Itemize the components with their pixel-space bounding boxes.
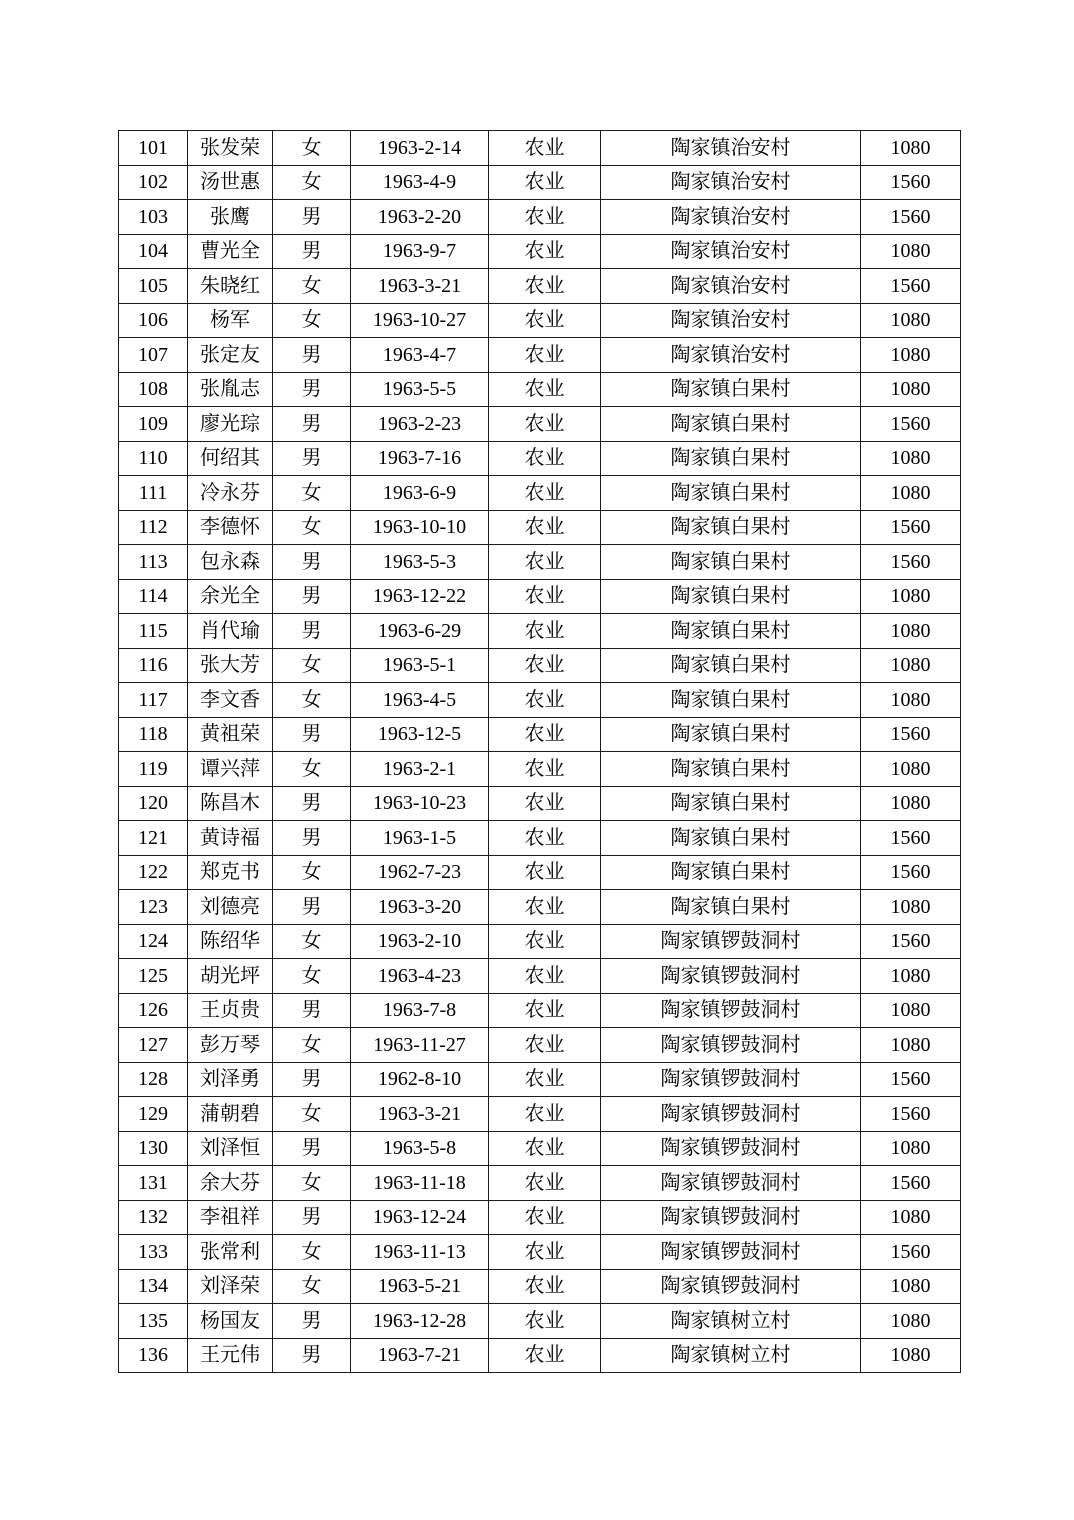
cell-index: 134 [119, 1269, 188, 1304]
cell-name: 汤世惠 [188, 165, 273, 200]
cell-amount: 1080 [861, 786, 961, 821]
cell-village: 陶家镇白果村 [601, 683, 861, 718]
cell-gender: 男 [273, 234, 351, 269]
cell-gender: 男 [273, 1200, 351, 1235]
table-row [119, 1338, 961, 1373]
cell-occupation: 农业 [489, 752, 601, 787]
cell-index: 123 [119, 890, 188, 925]
cell-gender: 女 [273, 131, 351, 166]
table-row [119, 786, 961, 821]
cell-index: 121 [119, 821, 188, 856]
cell-index: 117 [119, 683, 188, 718]
cell-name: 张大芳 [188, 648, 273, 683]
cell-gender: 女 [273, 303, 351, 338]
beneficiary-table [118, 130, 961, 1373]
cell-village: 陶家镇白果村 [601, 821, 861, 856]
cell-occupation: 农业 [489, 200, 601, 235]
cell-amount: 1560 [861, 407, 961, 442]
table-row [119, 1097, 961, 1132]
cell-village: 陶家镇锣鼓洞村 [601, 1028, 861, 1063]
cell-occupation: 农业 [489, 1269, 601, 1304]
cell-birth_date: 1963-5-3 [351, 545, 489, 580]
cell-occupation: 农业 [489, 1235, 601, 1270]
cell-amount: 1560 [861, 717, 961, 752]
cell-name: 张定友 [188, 338, 273, 373]
cell-gender: 男 [273, 1338, 351, 1373]
cell-village: 陶家镇锣鼓洞村 [601, 1235, 861, 1270]
cell-occupation: 农业 [489, 648, 601, 683]
cell-name: 张鹰 [188, 200, 273, 235]
cell-name: 曹光全 [188, 234, 273, 269]
cell-index: 103 [119, 200, 188, 235]
cell-name: 张胤志 [188, 372, 273, 407]
cell-occupation: 农业 [489, 579, 601, 614]
cell-index: 112 [119, 510, 188, 545]
cell-birth_date: 1963-12-28 [351, 1304, 489, 1339]
cell-gender: 女 [273, 683, 351, 718]
cell-birth_date: 1963-2-10 [351, 924, 489, 959]
table-row [119, 545, 961, 580]
cell-occupation: 农业 [489, 683, 601, 718]
table-row [119, 1062, 961, 1097]
cell-name: 蒲朝碧 [188, 1097, 273, 1132]
cell-occupation: 农业 [489, 1131, 601, 1166]
cell-name: 王元伟 [188, 1338, 273, 1373]
cell-occupation: 农业 [489, 269, 601, 304]
cell-village: 陶家镇树立村 [601, 1304, 861, 1339]
cell-amount: 1080 [861, 476, 961, 511]
cell-index: 131 [119, 1166, 188, 1201]
cell-village: 陶家镇白果村 [601, 510, 861, 545]
cell-village: 陶家镇锣鼓洞村 [601, 924, 861, 959]
cell-occupation: 农业 [489, 131, 601, 166]
cell-index: 122 [119, 855, 188, 890]
cell-gender: 女 [273, 165, 351, 200]
table-row [119, 821, 961, 856]
cell-name: 刘泽勇 [188, 1062, 273, 1097]
cell-name: 何绍其 [188, 441, 273, 476]
cell-occupation: 农业 [489, 1338, 601, 1373]
cell-amount: 1080 [861, 372, 961, 407]
table-row [119, 993, 961, 1028]
table-row [119, 131, 961, 166]
cell-birth_date: 1963-12-24 [351, 1200, 489, 1235]
cell-index: 104 [119, 234, 188, 269]
cell-name: 朱晓红 [188, 269, 273, 304]
cell-village: 陶家镇白果村 [601, 752, 861, 787]
cell-index: 119 [119, 752, 188, 787]
cell-gender: 男 [273, 821, 351, 856]
cell-amount: 1080 [861, 579, 961, 614]
cell-amount: 1080 [861, 1338, 961, 1373]
cell-name: 郑克书 [188, 855, 273, 890]
cell-name: 陈绍华 [188, 924, 273, 959]
cell-occupation: 农业 [489, 1166, 601, 1201]
cell-occupation: 农业 [489, 717, 601, 752]
cell-gender: 男 [273, 993, 351, 1028]
cell-birth_date: 1963-9-7 [351, 234, 489, 269]
table-row [119, 717, 961, 752]
cell-village: 陶家镇锣鼓洞村 [601, 959, 861, 994]
cell-gender: 女 [273, 1269, 351, 1304]
cell-gender: 男 [273, 545, 351, 580]
cell-index: 109 [119, 407, 188, 442]
table-row [119, 1028, 961, 1063]
cell-index: 102 [119, 165, 188, 200]
cell-amount: 1560 [861, 200, 961, 235]
cell-gender: 男 [273, 786, 351, 821]
cell-index: 110 [119, 441, 188, 476]
cell-birth_date: 1963-5-21 [351, 1269, 489, 1304]
cell-birth_date: 1963-11-27 [351, 1028, 489, 1063]
cell-occupation: 农业 [489, 821, 601, 856]
table-row [119, 1304, 961, 1339]
cell-occupation: 农业 [489, 993, 601, 1028]
cell-amount: 1080 [861, 1131, 961, 1166]
cell-birth_date: 1963-11-13 [351, 1235, 489, 1270]
cell-occupation: 农业 [489, 786, 601, 821]
table-row [119, 234, 961, 269]
table-row [119, 855, 961, 890]
cell-index: 127 [119, 1028, 188, 1063]
cell-birth_date: 1963-4-9 [351, 165, 489, 200]
cell-amount: 1560 [861, 1235, 961, 1270]
cell-occupation: 农业 [489, 1097, 601, 1132]
cell-gender: 女 [273, 476, 351, 511]
cell-gender: 男 [273, 614, 351, 649]
cell-gender: 男 [273, 441, 351, 476]
cell-amount: 1080 [861, 131, 961, 166]
cell-occupation: 农业 [489, 1028, 601, 1063]
table-row [119, 269, 961, 304]
cell-birth_date: 1963-5-5 [351, 372, 489, 407]
cell-amount: 1080 [861, 890, 961, 925]
cell-village: 陶家镇锣鼓洞村 [601, 1097, 861, 1132]
table-row [119, 338, 961, 373]
cell-index: 118 [119, 717, 188, 752]
cell-amount: 1080 [861, 648, 961, 683]
cell-index: 108 [119, 372, 188, 407]
cell-amount: 1560 [861, 1166, 961, 1201]
cell-amount: 1560 [861, 855, 961, 890]
cell-amount: 1560 [861, 1097, 961, 1132]
cell-name: 刘泽恒 [188, 1131, 273, 1166]
cell-name: 李文香 [188, 683, 273, 718]
cell-gender: 女 [273, 959, 351, 994]
cell-birth_date: 1963-7-8 [351, 993, 489, 1028]
cell-occupation: 农业 [489, 441, 601, 476]
cell-occupation: 农业 [489, 545, 601, 580]
cell-village: 陶家镇白果村 [601, 407, 861, 442]
cell-birth_date: 1963-5-1 [351, 648, 489, 683]
cell-birth_date: 1963-12-5 [351, 717, 489, 752]
cell-amount: 1560 [861, 545, 961, 580]
cell-amount: 1080 [861, 234, 961, 269]
cell-birth_date: 1963-1-5 [351, 821, 489, 856]
cell-amount: 1080 [861, 614, 961, 649]
cell-birth_date: 1963-12-22 [351, 579, 489, 614]
cell-occupation: 农业 [489, 165, 601, 200]
cell-village: 陶家镇治安村 [601, 200, 861, 235]
cell-name: 廖光琮 [188, 407, 273, 442]
cell-amount: 1080 [861, 683, 961, 718]
cell-index: 125 [119, 959, 188, 994]
cell-birth_date: 1963-10-27 [351, 303, 489, 338]
cell-index: 105 [119, 269, 188, 304]
cell-gender: 男 [273, 717, 351, 752]
cell-occupation: 农业 [489, 855, 601, 890]
cell-name: 杨国友 [188, 1304, 273, 1339]
cell-birth_date: 1963-2-20 [351, 200, 489, 235]
cell-amount: 1560 [861, 821, 961, 856]
table-row [119, 648, 961, 683]
cell-gender: 男 [273, 890, 351, 925]
table-row [119, 1235, 961, 1270]
cell-village: 陶家镇白果村 [601, 648, 861, 683]
cell-birth_date: 1963-4-23 [351, 959, 489, 994]
cell-index: 126 [119, 993, 188, 1028]
cell-index: 107 [119, 338, 188, 373]
cell-village: 陶家镇锣鼓洞村 [601, 993, 861, 1028]
table-row [119, 683, 961, 718]
table-row [119, 1200, 961, 1235]
cell-name: 冷永芬 [188, 476, 273, 511]
cell-index: 130 [119, 1131, 188, 1166]
table-row [119, 579, 961, 614]
cell-occupation: 农业 [489, 1304, 601, 1339]
cell-village: 陶家镇白果村 [601, 476, 861, 511]
cell-amount: 1560 [861, 165, 961, 200]
cell-amount: 1080 [861, 959, 961, 994]
cell-gender: 男 [273, 1304, 351, 1339]
cell-index: 111 [119, 476, 188, 511]
cell-occupation: 农业 [489, 372, 601, 407]
cell-occupation: 农业 [489, 890, 601, 925]
cell-name: 李祖祥 [188, 1200, 273, 1235]
cell-occupation: 农业 [489, 1200, 601, 1235]
cell-index: 116 [119, 648, 188, 683]
table-row [119, 165, 961, 200]
cell-amount: 1080 [861, 1269, 961, 1304]
cell-amount: 1080 [861, 752, 961, 787]
cell-village: 陶家镇白果村 [601, 717, 861, 752]
cell-name: 王贞贵 [188, 993, 273, 1028]
cell-name: 肖代瑜 [188, 614, 273, 649]
cell-index: 120 [119, 786, 188, 821]
table-row [119, 890, 961, 925]
cell-gender: 男 [273, 338, 351, 373]
cell-gender: 女 [273, 752, 351, 787]
cell-amount: 1080 [861, 1200, 961, 1235]
cell-name: 胡光坪 [188, 959, 273, 994]
table-row [119, 959, 961, 994]
cell-index: 106 [119, 303, 188, 338]
cell-gender: 男 [273, 1131, 351, 1166]
cell-village: 陶家镇白果村 [601, 441, 861, 476]
cell-occupation: 农业 [489, 614, 601, 649]
cell-village: 陶家镇治安村 [601, 269, 861, 304]
cell-birth_date: 1963-3-21 [351, 1097, 489, 1132]
cell-name: 张常利 [188, 1235, 273, 1270]
cell-village: 陶家镇治安村 [601, 338, 861, 373]
cell-occupation: 农业 [489, 1062, 601, 1097]
cell-index: 113 [119, 545, 188, 580]
cell-name: 黄诗福 [188, 821, 273, 856]
cell-amount: 1560 [861, 1062, 961, 1097]
cell-occupation: 农业 [489, 407, 601, 442]
cell-occupation: 农业 [489, 959, 601, 994]
cell-gender: 女 [273, 1028, 351, 1063]
table-row [119, 407, 961, 442]
cell-occupation: 农业 [489, 338, 601, 373]
cell-birth_date: 1963-2-14 [351, 131, 489, 166]
cell-index: 124 [119, 924, 188, 959]
cell-village: 陶家镇治安村 [601, 131, 861, 166]
table-row [119, 200, 961, 235]
table-row [119, 614, 961, 649]
cell-village: 陶家镇白果村 [601, 372, 861, 407]
cell-index: 101 [119, 131, 188, 166]
cell-index: 128 [119, 1062, 188, 1097]
cell-birth_date: 1963-4-7 [351, 338, 489, 373]
cell-village: 陶家镇白果村 [601, 579, 861, 614]
cell-village: 陶家镇治安村 [601, 234, 861, 269]
cell-birth_date: 1963-2-1 [351, 752, 489, 787]
cell-gender: 女 [273, 269, 351, 304]
cell-name: 谭兴萍 [188, 752, 273, 787]
cell-village: 陶家镇锣鼓洞村 [601, 1166, 861, 1201]
cell-birth_date: 1963-11-18 [351, 1166, 489, 1201]
cell-village: 陶家镇治安村 [601, 165, 861, 200]
cell-amount: 1080 [861, 993, 961, 1028]
cell-index: 133 [119, 1235, 188, 1270]
table-row [119, 303, 961, 338]
cell-birth_date: 1963-2-23 [351, 407, 489, 442]
cell-name: 包永森 [188, 545, 273, 580]
cell-village: 陶家镇锣鼓洞村 [601, 1200, 861, 1235]
cell-village: 陶家镇锣鼓洞村 [601, 1062, 861, 1097]
cell-birth_date: 1963-7-16 [351, 441, 489, 476]
cell-gender: 男 [273, 372, 351, 407]
cell-birth_date: 1963-10-10 [351, 510, 489, 545]
cell-name: 余大芬 [188, 1166, 273, 1201]
cell-name: 陈昌木 [188, 786, 273, 821]
table-row [119, 924, 961, 959]
table-row [119, 1166, 961, 1201]
cell-index: 132 [119, 1200, 188, 1235]
cell-name: 彭万琴 [188, 1028, 273, 1063]
cell-gender: 男 [273, 200, 351, 235]
table-row [119, 1131, 961, 1166]
cell-amount: 1560 [861, 510, 961, 545]
cell-village: 陶家镇白果村 [601, 786, 861, 821]
table-row [119, 441, 961, 476]
table-row [119, 510, 961, 545]
table-row [119, 1269, 961, 1304]
cell-birth_date: 1963-3-20 [351, 890, 489, 925]
cell-index: 115 [119, 614, 188, 649]
cell-village: 陶家镇白果村 [601, 545, 861, 580]
cell-name: 刘德亮 [188, 890, 273, 925]
cell-amount: 1560 [861, 269, 961, 304]
cell-name: 李德怀 [188, 510, 273, 545]
cell-name: 杨军 [188, 303, 273, 338]
cell-index: 129 [119, 1097, 188, 1132]
cell-occupation: 农业 [489, 303, 601, 338]
cell-village: 陶家镇锣鼓洞村 [601, 1269, 861, 1304]
beneficiary-table-body [119, 131, 961, 1373]
cell-gender: 男 [273, 407, 351, 442]
cell-occupation: 农业 [489, 924, 601, 959]
table-row [119, 372, 961, 407]
cell-name: 刘泽荣 [188, 1269, 273, 1304]
cell-birth_date: 1963-6-9 [351, 476, 489, 511]
cell-occupation: 农业 [489, 234, 601, 269]
cell-gender: 男 [273, 1062, 351, 1097]
cell-birth_date: 1963-4-5 [351, 683, 489, 718]
cell-birth_date: 1963-5-8 [351, 1131, 489, 1166]
cell-name: 余光全 [188, 579, 273, 614]
cell-village: 陶家镇锣鼓洞村 [601, 1131, 861, 1166]
cell-occupation: 农业 [489, 510, 601, 545]
cell-birth_date: 1963-3-21 [351, 269, 489, 304]
cell-birth_date: 1962-8-10 [351, 1062, 489, 1097]
cell-birth_date: 1962-7-23 [351, 855, 489, 890]
cell-index: 136 [119, 1338, 188, 1373]
cell-index: 135 [119, 1304, 188, 1339]
cell-village: 陶家镇白果村 [601, 890, 861, 925]
cell-amount: 1080 [861, 1028, 961, 1063]
cell-birth_date: 1963-7-21 [351, 1338, 489, 1373]
cell-village: 陶家镇白果村 [601, 614, 861, 649]
table-row [119, 476, 961, 511]
cell-village: 陶家镇白果村 [601, 855, 861, 890]
cell-birth_date: 1963-6-29 [351, 614, 489, 649]
cell-amount: 1080 [861, 441, 961, 476]
cell-gender: 女 [273, 510, 351, 545]
cell-amount: 1080 [861, 338, 961, 373]
cell-village: 陶家镇治安村 [601, 303, 861, 338]
cell-amount: 1080 [861, 303, 961, 338]
cell-gender: 女 [273, 855, 351, 890]
table-row [119, 752, 961, 787]
cell-amount: 1080 [861, 1304, 961, 1339]
cell-village: 陶家镇树立村 [601, 1338, 861, 1373]
cell-index: 114 [119, 579, 188, 614]
cell-gender: 男 [273, 579, 351, 614]
cell-gender: 女 [273, 1097, 351, 1132]
cell-gender: 女 [273, 1166, 351, 1201]
cell-gender: 女 [273, 924, 351, 959]
cell-name: 黄祖荣 [188, 717, 273, 752]
cell-amount: 1560 [861, 924, 961, 959]
cell-birth_date: 1963-10-23 [351, 786, 489, 821]
cell-occupation: 农业 [489, 476, 601, 511]
cell-gender: 女 [273, 1235, 351, 1270]
cell-gender: 女 [273, 648, 351, 683]
cell-name: 张发荣 [188, 131, 273, 166]
